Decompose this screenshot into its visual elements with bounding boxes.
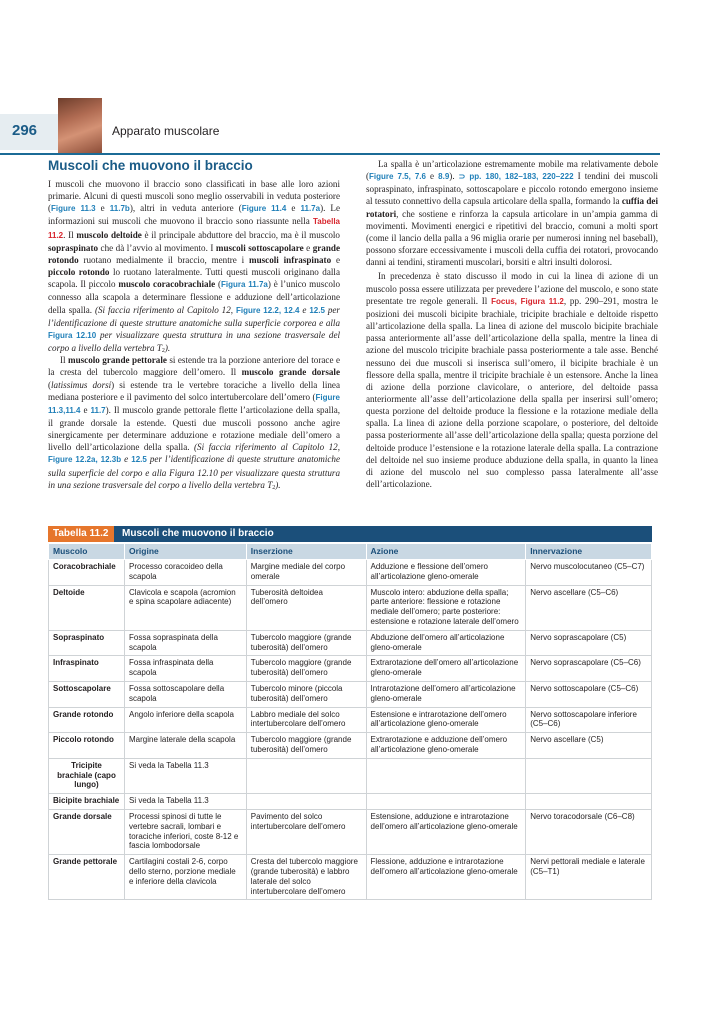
insertion-cell xyxy=(246,758,366,793)
figure-ref[interactable]: Figura 11.7a xyxy=(221,280,268,290)
action-cell: Extrarotazione dell’omero all’articolazione gleno-omerale xyxy=(366,656,526,682)
innervation-cell: Nervi pettorali mediale e laterale (C5–T1) xyxy=(526,855,652,900)
muscle-name-cell: Grande dorsale xyxy=(49,809,125,854)
page-number: 296 xyxy=(12,122,38,139)
muscle-name-cell: Deltoide xyxy=(49,585,125,630)
muscle-name-cell: Piccolo rotondo xyxy=(49,733,125,759)
action-cell: Adduzione e flessione dell’omero all’articolazione gleno-omerale xyxy=(366,560,526,586)
origin-cell: Clavicola e scapola (acromion e spina scapolare adiacente) xyxy=(124,585,246,630)
muscle-name-cell: Infraspinato xyxy=(49,656,125,682)
chapter-title: Apparato muscolare xyxy=(112,124,220,138)
innervation-cell: Nervo toracodorsale (C6–C8) xyxy=(526,809,652,854)
action-cell: Muscolo intero: abduzione della spalla; parte anteriore: flessione e rotazione mediale dell’omero; parte posteriore: estensione e rotazione laterale dell’omero xyxy=(366,585,526,630)
insertion-cell: Tubercolo maggiore (grande tuberosità) dell’omero xyxy=(246,656,366,682)
origin-cell: Fossa sottoscapolare della scapola xyxy=(124,681,246,707)
action-cell: Abduzione dell’omero all’articolazione gleno-omerale xyxy=(366,630,526,656)
figure-ref[interactable]: Figura 12.10 xyxy=(48,330,97,340)
column-header: Origine xyxy=(124,544,246,560)
figure-ref[interactable]: 12.5 xyxy=(131,455,147,465)
innervation-cell: Nervo ascellare (C5) xyxy=(526,733,652,759)
muscle-name-cell: Sopraspinato xyxy=(49,630,125,656)
innervation-cell xyxy=(526,794,652,810)
table-row xyxy=(49,855,652,900)
column-header: Muscolo xyxy=(49,544,125,560)
right-text-column xyxy=(366,158,658,490)
muscle-name-cell: Bicipite brachiale xyxy=(49,794,125,810)
origin-cell: Angolo inferiore della scapola xyxy=(124,707,246,733)
muscle-name-cell: Sottoscapolare xyxy=(49,681,125,707)
muscle-name-cell: Coracobrachiale xyxy=(49,560,125,586)
paragraph: In precedenza è stato discusso il modo in cui la linea di azione di un muscolo possa essere utilizzata per prevedere l’azione del muscolo, e sono state presentate tre regole generali. Il Focus, Figura 11.2, pp. 290–291, mostra le posizioni dei muscoli bicipite brachiale, tricipite brachiale e deltoide rispetto all’articolazione della spalla. La linea di azione del muscolo bicipite brachiale passa anteriormente all’asse dell’articolazione della spalla, mentre la linea di azione del muscolo tricipite brachiale passa posteriormente a tale asse. Benché nessuno dei due muscoli si inserisca sull’omero, il bicipite brachiale è un flessore della spalla, mentre il tricipite brachiale è un estensore. Anche la linea di azione della porzione clavicolare, o anteriore, del deltoide passa anteriormente all’asse dell’articolazione della spalla per inserirsi sull’omero; questa porzione del deltoide produce la flessione e la rotazione mediale della spalla. La linea di azione della porzione scapolare, o posteriore, del deltoide passa posteriormente all’asse dell’articolazione della spalla; questa porzione del deltoide produce l’estensione e la rotazione laterale della spalla. La contrazione del deltoide nel suo insieme produce abduzione della spalla, in quanto la linea di azione del muscolo nel suo complesso passa lateralmente all’asse dell’articolazione. xyxy=(366,271,658,490)
figure-ref[interactable]: Figure 11.3,11.4 xyxy=(48,392,340,415)
table-row xyxy=(49,794,652,810)
innervation-cell: Nervo sottoscapolare (C5–C6) xyxy=(526,681,652,707)
table-row xyxy=(49,585,652,630)
innervation-cell: Nervo sottoscapolare inferiore (C5–C6) xyxy=(526,707,652,733)
table-ref[interactable]: Tabella 11.2 xyxy=(48,217,340,240)
paragraph: Il muscolo grande pettorale si estende tra la porzione anteriore del torace e la cresta del tubercolo maggiore dell’omero. Il muscolo grande dorsale (latissimus dorsi) si estende tra le vertebre toraciche a livello della linea mediana posteriore e il pavimento del solco intertubercolare dell’omero (Figure 11.3,11.4 e 11.7). Il muscolo grande pettorale flette l’articolazione della spalla, il grande dorsale la estende. Questi due muscoli possono anche agire sinergicamente per determinare adduzione e rotazione mediale dell’omero a livello dell’articolazione della spalla. (Si faccia riferimento al Capitolo 12, Figure 12.2a, 12.3b e 12.5 per l’identificazione di queste strutture anatomiche sulla superficie del corpo e alla Figura 12.10 per visualizzare questa struttura in una sezione trasversale del corpo a livello della vertebra $T_2$). xyxy=(48,355,340,491)
paragraph: I muscoli che muovono il braccio sono classificati in base alle loro azioni primarie. Alcuni di questi muscoli sono meglio osservabili in veduta posteriore (Figure 11.3 e 11.7b), altri in veduta anteriore (Figure 11.4 e 11.7a). Le informazioni sui muscoli che muovono il braccio sono riassunte nella Tabella 11.2. Il muscolo deltoide è il principale abduttore del braccio, ma è il muscolo sopraspinato che dà l’avvio al movimento. I muscoli sottoscapolare e grande rotondo ruotano medialmente il braccio, mentre i muscoli infraspinato e piccolo rotondo lo ruotano lateralmente. Tutti questi muscoli originano dalla scapola. Il piccolo muscolo coracobrachiale (Figura 11.7a) è l’unico muscolo connesso alla scapola a determinare flessione e adduzione dell’articolazione della spalla. (Si faccia riferimento al Capitolo 12, Figure 12.2, 12.4 e 12.5 per l’identificazione di queste strutture anatomiche sulla superficie corporea e alla Figura 12.10 per visualizzare questa struttura in una sezione trasversale del corpo a livello della vertebra $T_2$). xyxy=(48,179,341,355)
header-rule xyxy=(0,153,660,155)
action-cell: Estensione, adduzione e intrarotazione dell’omero all’articolazione gleno-omerale xyxy=(366,809,526,854)
page-ref[interactable]: ⊃ pp. 180, 182–183, 220–222 xyxy=(458,172,574,182)
origin-cell: Cartilagini costali 2-6, corpo dello sterno, porzione mediale e inferiore della clavicola xyxy=(124,855,246,900)
figure-ref[interactable]: Figure 12.2, 12.4 xyxy=(235,305,300,315)
column-header: Inserzione xyxy=(246,544,366,560)
table-title: Muscoli che muovono il braccio xyxy=(122,528,274,539)
column-header: Azione xyxy=(366,544,526,560)
innervation-cell: Nervo muscolocutaneo (C5–C7) xyxy=(526,560,652,586)
paragraph: La spalla è un’articolazione estremamente mobile ma relativamente debole (Figure 7.5, 7.6 e 8.9). ⊃ pp. 180, 182–183, 220–222 I tendini dei muscoli sopraspinato, infraspinato, sottoscapolare e piccolo rotondo emergono insieme al tessuto connettivo della capsula articolare della spalla, formando la cuffia dei rotatori, che sostiene e rinforza la capsula articolare in un’ampia gamma di movimenti. Movimenti energici e ripetitivi del braccio, comuni a molti sport (come il lancio della palla a 96 miglia orarie per numerosi inning nel baseball), possono sforzare eccessivamente i muscoli della cuffia dei rotatori, provocando danni ai tendini, stiramenti muscolari, borsiti e altri insulti dolorosi. xyxy=(366,159,658,268)
figure-ref[interactable]: 8.9 xyxy=(438,172,450,182)
innervation-cell xyxy=(526,758,652,793)
figure-ref[interactable]: Figure 7.5, 7.6 xyxy=(369,172,426,182)
figure-ref[interactable]: 11.7a xyxy=(300,204,321,214)
insertion-cell: Labbro mediale del solco intertubercolare dell’omero xyxy=(246,707,366,733)
innervation-cell: Nervo ascellare (C5–C6) xyxy=(526,585,652,630)
section-title: Muscoli che muovono il braccio xyxy=(48,158,253,173)
insertion-cell: Margine mediale del corpo omerale xyxy=(246,560,366,586)
muscle-table xyxy=(48,543,652,900)
insertion-cell: Tubercolo maggiore (grande tuberosità) dell’omero xyxy=(246,630,366,656)
page-header xyxy=(0,112,724,154)
column-header: Innervazione xyxy=(526,544,652,560)
origin-cell: Fossa infraspinata della scapola xyxy=(124,656,246,682)
action-cell xyxy=(366,758,526,793)
origin-cell: Processi spinosi di tutte le vertebre sacrali, lombari e toraciche inferiori, coste 8-12 e fascia lombodorsale xyxy=(124,809,246,854)
innervation-cell: Nervo soprascapolare (C5) xyxy=(526,630,652,656)
origin-cell: Processo coracoideo della scapola xyxy=(124,560,246,586)
muscle-name-cell: Tricipite brachiale (capo lungo) xyxy=(49,758,125,793)
action-cell: Intrarotazione dell’omero all’articolazione gleno-omerale xyxy=(366,681,526,707)
table-row xyxy=(49,733,652,759)
figure-ref[interactable]: 11.7b xyxy=(109,204,130,214)
figure-ref[interactable]: Figure 11.3 xyxy=(51,204,96,214)
table-row xyxy=(49,707,652,733)
left-text-column xyxy=(48,178,340,491)
table-row xyxy=(49,809,652,854)
focus-ref[interactable]: Focus, Figura 11.2 xyxy=(491,296,564,306)
table-row xyxy=(49,681,652,707)
figure-ref[interactable]: 12.5 xyxy=(309,305,325,315)
origin-cell: Si veda la Tabella 11.3 xyxy=(124,758,246,793)
table-header-row xyxy=(49,544,652,560)
figure-ref[interactable]: Figure 11.4 xyxy=(241,204,287,214)
table-row xyxy=(49,630,652,656)
insertion-cell xyxy=(246,794,366,810)
insertion-cell: Tubercolo minore (piccola tuberosità) dell’omero xyxy=(246,681,366,707)
table-row xyxy=(49,560,652,586)
table-number: Tabella 11.2 xyxy=(48,526,114,542)
figure-ref[interactable]: Figure 12.2a, 12.3b xyxy=(48,455,122,465)
shoulder-anatomy-image xyxy=(58,98,102,154)
muscle-name-cell: Grande rotondo xyxy=(49,707,125,733)
action-cell: Extrarotazione e adduzione dell’omero all’articolazione gleno-omerale xyxy=(366,733,526,759)
figure-ref[interactable]: 11.7 xyxy=(90,405,106,415)
table-row xyxy=(49,758,652,793)
action-cell xyxy=(366,794,526,810)
insertion-cell: Tuberosità deltoidea dell’omero xyxy=(246,585,366,630)
table-row xyxy=(49,656,652,682)
insertion-cell: Tubercolo maggiore (grande tuberosità) dell’omero xyxy=(246,733,366,759)
insertion-cell: Cresta del tubercolo maggiore (grande tuberosità) e labbro laterale del solco intertubercolare dell’omero xyxy=(246,855,366,900)
muscle-name-cell: Grande pettorale xyxy=(49,855,125,900)
action-cell: Estensione e intrarotazione dell’omero all’articolazione gleno-omerale xyxy=(366,707,526,733)
origin-cell: Margine laterale della scapola xyxy=(124,733,246,759)
action-cell: Flessione, adduzione e intrarotazione dell’omero all’articolazione gleno-omerale xyxy=(366,855,526,900)
origin-cell: Si veda la Tabella 11.3 xyxy=(124,794,246,810)
innervation-cell: Nervo soprascapolare (C5–C6) xyxy=(526,656,652,682)
origin-cell: Fossa sopraspinata della scapola xyxy=(124,630,246,656)
insertion-cell: Pavimento del solco intertubercolare dell’omero xyxy=(246,809,366,854)
